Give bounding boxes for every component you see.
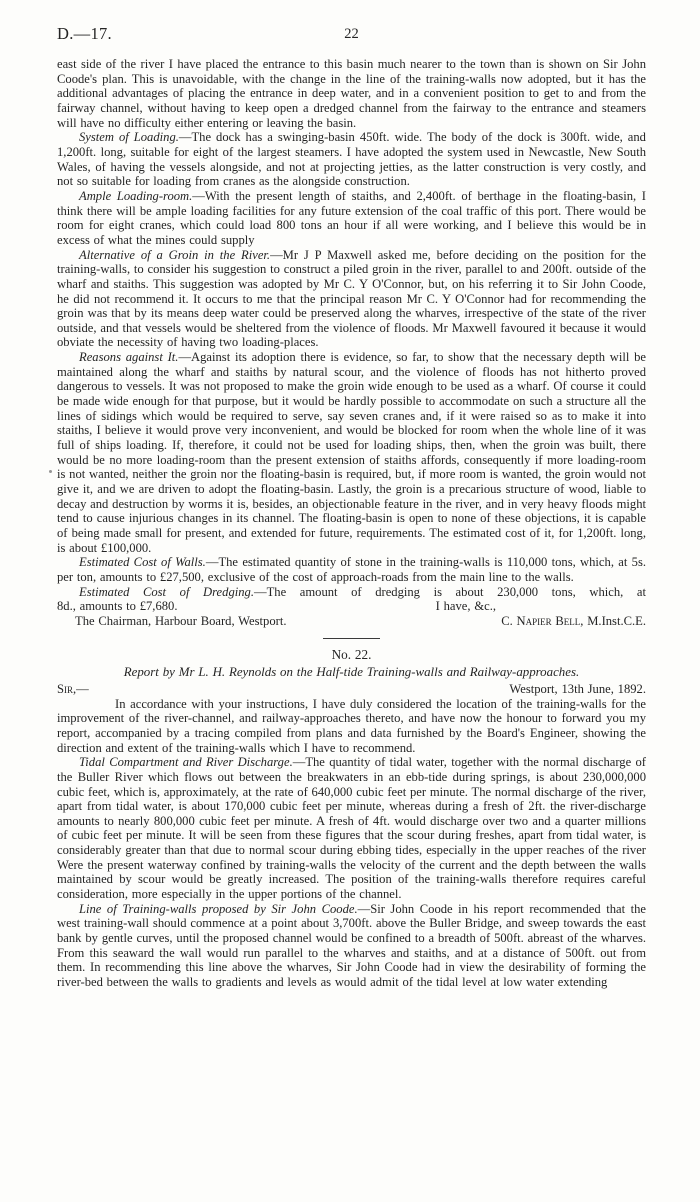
page-number: 22: [344, 26, 359, 42]
paragraph-lead: Ample Loading-room.: [79, 188, 193, 203]
paragraph-text: In accordance with your instructions, I have duly considered the location of the training-walls for the improvement of the river-channel, and railway-approaches thereto, and have now the honour to forward you my report, accompanied by a tracing compiled from plans and data furnished by the Board's Engineer, showing the direction and extent of the training-walls which I have to recommend.: [57, 696, 646, 755]
signatory-name: C. Napier Bell: [501, 613, 581, 628]
paragraph-text: east side of the river I have placed the entrance to this basin much nearer to the town than is shown on Sir John Coode's plan. This is unavoidable, with the change in the line of the training-walls now adopted, but it has the additional advantages of placing the entrance in deep water, and in a convenient position to get to and from the fairway channel, without having to keep open a dredged channel from the fairway to the entrance and steamers will have no difficulty either entering or leaving the basin.: [57, 57, 646, 130]
amount-text: 8d., amounts to £7,680.: [57, 599, 178, 614]
signatory-title: , M.Inst.C.E.: [580, 613, 646, 628]
addressee-text: The Chairman, Harbour Board, Westport.: [75, 613, 287, 628]
paragraph-line-of-training-walls: [57, 902, 646, 990]
document-reference: D.—17.: [57, 24, 112, 43]
section-divider: [323, 638, 380, 639]
paragraph-lead: Alternative of a Groin in the River.: [79, 247, 271, 262]
dateline-text: Westport, 13th June, 1892.: [509, 681, 646, 696]
paragraph-lead: Tidal Compartment and River Discharge.: [79, 755, 293, 770]
paragraph-cost-of-dredging: [57, 585, 646, 600]
paragraph-text: —The dock has a swinging-basin 450ft. wide. The body of the dock is 300ft. wide, and 1,200ft. long, suitable for eight of the largest steamers. I have adopted the system used in Newcastle, New South Wales, of having the vessels alongside, and not at projecting jetties, as the latter construction is very costly, and not so suitable for loading from cranes as the alongside construction.: [57, 130, 646, 189]
paragraph-tidal-compartment: [57, 755, 646, 902]
paragraph-reasons-against: [57, 350, 646, 555]
valediction-line: [57, 599, 646, 614]
paragraph-text: —With the present length of staiths, and 2,400ft. of berthage in the floating-basin, I think there will be ample loading facilities for any future extension of the coal traffic of this port. There would be room for eight cranes, which could load 800 tons an hour if all were working, and I believe this would be in excess of what the mines could supply: [57, 188, 646, 247]
paragraph-cost-of-walls: [57, 555, 646, 584]
paragraph-in-accordance: [57, 697, 646, 756]
paragraph-lead: Estimated Cost of Dredging.: [79, 584, 254, 599]
paragraph-continuation: [57, 57, 646, 130]
paragraph-lead: System of Loading.: [79, 130, 179, 145]
paragraph-ample-loading-room: [57, 189, 646, 248]
scan-artifact: [49, 470, 52, 473]
signature-text: [501, 614, 646, 629]
paragraph-text: —The amount of dredging is about 230,000 tons, which, at: [254, 584, 646, 599]
report-title: Report by Mr L. H. Reynolds on the Half-tide Training-walls and Railway-approaches.: [123, 665, 580, 680]
paragraph-system-of-loading: [57, 130, 646, 189]
paragraph-text: —Against its adoption there is evidence, so far, to show that the necessary depth will be maintained along the wharf and staiths by natural scour, and the violence of floods has not hitherto proved dangerous to vessels. It was not proposed to make the groin wide enough to be used as a wharf. Of course it could be made wide enough for that purpose, but it would be hardly possible to accommodate on such a structure all the lines of sidings which would be required to serve, say seven cranes and, if it were raised so as to make it into staiths, I believe it would prove very inconvenient, and would be blocked for room when the whole line of it was full of ships loading. If, therefore, it could not be used for loading ships, then, when the groin was built, there would be no more loading-room than the present extension of staiths affords, consequently if more loading-room is not wanted, neither the groin nor the floating-basin is required, but, if more room is wanted, the groin would not give it, and we are driven to adopt the floating-basin. Lastly, the groin is a precarious structure of wood, liable to decay and destruction by worms it is, besides, an objectionable feature in the river, and in very heavy floods might tend to cause injurious changes in its channel. The floating-basin is open to none of these objections, it is capable of being made small for present, and extended for future, requirements. The estimated cost of it, for 1,200ft. long, is about £100,000.: [57, 350, 646, 555]
paragraph-lead: Line of Training-walls proposed by Sir John Coode.: [79, 901, 358, 916]
paragraph-text: —Sir John Coode in his report recommended that the west training-wall should commence at a point about 3,700ft. above the Buller Bridge, and sweep towards the east bank by gentle curves, until the proposed channel would be confined to a breadth of 500ft. abreast of the wharves. From this seaward the wall would run parallel to the wharves and staiths, and at a distance of 500ft. out from them. In recommending this line above the wharves, Sir John Coode had in view the desirability of forming the river-bed between the walls to gradients and levels as would admit of the tidal level at low water extending: [57, 901, 646, 990]
valediction-text: I have, &c.,: [435, 599, 496, 614]
paragraph-lead: Estimated Cost of Walls.: [79, 555, 206, 570]
paragraph-alternative-groin: [57, 248, 646, 351]
report-21-body: [57, 57, 646, 629]
salutation-text: Sir,—: [57, 681, 89, 696]
paragraph-text: —The estimated quantity of stone in the training-walls is 110,000 tons, which, at 5s. per ton, amounts to £27,500, exclusive of the cost of approach-roads from the main line to the walls.: [57, 555, 646, 584]
report-22-body: [57, 648, 646, 990]
salutation-dateline-row: [57, 682, 646, 697]
paragraph-text: —Mr J P Maxwell asked me, before deciding on the position for the training-walls, to consider his suggestion to construct a piled groin in the river, parallel to and 200ft. outside of the wharf and staiths. This suggestion was adopted by Mr C. Y O'Connor, but, on his referring it to Sir John Coode, he did not recommend it. It occurs to me that the principal reason Mr C. Y O'Connor had for recommending the groin was that by its means deep water could be preserved along the wharves, irrespective of the state of the river outside, and that vessels would be sheltered from the violence of floods. Mr Maxwell favoured it because it would obviate the necessity of having two loading-places.: [57, 247, 646, 350]
page-header: [57, 24, 646, 46]
signature-line: [57, 614, 646, 629]
paragraph-text: —The quantity of tidal water, together with the normal discharge of the Buller River which flows out between the breakwaters in an ebb-tide during springs, is about 230,000,000 cubic feet, which is, approximately, at the rate of 640,000 cubic feet per minute. The normal discharge of the river, apart from tidal water, is about 170,000 cubic feet per minute, whereas during a fresh of 2ft. the river-discharge amounts to nearly 800,000 cubic feet per minute. A fresh of 4ft. would discharge over two and a quarter millions of cubic feet per minute. It will be seen from these figures that the scour during freshes, apart from tidal water, is considerably greater than that due to normal scour during ebbing tides, especially in the upper reaches of the river Were the present waterway confined by training-walls the velocity of the current and the depth between the walls maintained by scour would be greatly increased. The position of the training-walls therefore requires careful consideration, more especially in the upper portions of the channel.: [57, 755, 646, 902]
paragraph-lead: Reasons against It.: [79, 350, 179, 365]
report-number: No. 22.: [331, 646, 372, 662]
